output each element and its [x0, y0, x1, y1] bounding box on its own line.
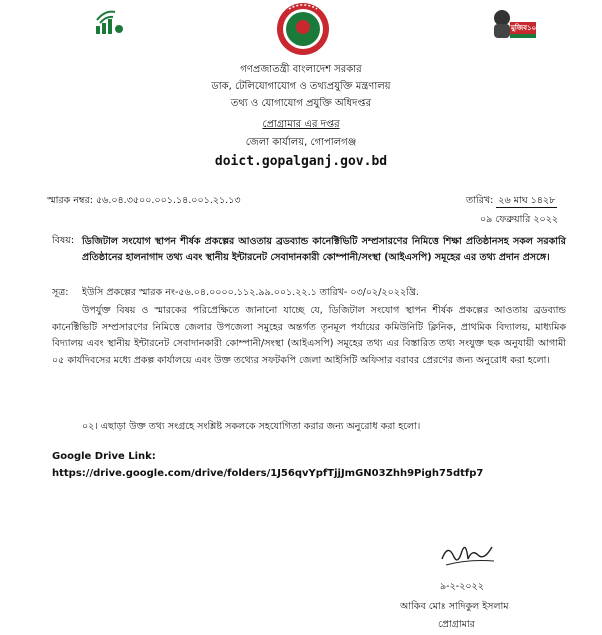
government-emblem-icon	[276, 1, 330, 57]
date-label: তারিখ:	[466, 195, 494, 206]
date-bangla: ২৬ মাঘ ১৪২৮	[498, 195, 556, 206]
reference-label: স্মারক নম্বর:	[47, 195, 93, 206]
reference-line	[47, 194, 241, 207]
date-english: ০৯ ফেব্রুয়ারি ২০২২	[480, 214, 559, 225]
subject-text: ডিজিটাল সংযোগ স্থাপন শীর্ষক প্রকল্পের আওতায় ব্রডব্যান্ড কানেক্টিভিটি সম্প্রসারণের নিমিত্তে শিক্ষা প্রতিষ্ঠানসহ সকল সরকারি প্রতিষ্ঠানের হালনাগাদ তথ্য এবং স্থানীয় ইন্টারনেট সেবাদানকারী কোম্পানী/সংস্থা (আইএসপি) সমূহের এর তথ্য প্রদান প্রসঙ্গে।	[82, 236, 566, 263]
reference-number: ৫৬.০৪.৩৫০০.০০১.১৪.০০১.২১.১৩	[95, 195, 241, 206]
drive-label: Google Drive Link:	[52, 451, 156, 462]
website-link[interactable]: doict.gopalganj.gov.bd	[214, 154, 388, 169]
mujib100-logo-icon	[488, 6, 541, 42]
source-label: সূত্র:	[52, 287, 69, 298]
header-line-5: জেলা কার্যালয়, গোপালগঞ্জ	[245, 137, 357, 148]
header-line-3: তথ্য ও যোগাযোগ প্রযুক্তি অধিদপ্তর	[230, 98, 372, 109]
header-line-1: গণপ্রজাতন্ত্রী বাংলাদেশ সরকার	[240, 64, 362, 75]
signature-icon	[438, 537, 498, 571]
body-paragraph-2: ০২। এছাড়া উক্ত তথ্য সংগ্রহে সংশ্লিষ্ট সকলকে সহযোগিতা করার জন্য অনুরোধ করা হলো।	[82, 421, 421, 432]
subject-label: বিষয়:	[52, 235, 75, 246]
doict-logo-icon	[94, 6, 124, 34]
body-paragraph-1: উপর্যুক্ত বিষয় ও স্মারকের পরিপ্রেক্ষিতে জানানো যাচ্ছে যে, ডিজিটাল সংযোগ স্থাপন শীর্ষক প্রকল্পের আওতায় ব্রডব্যান্ড কানেক্টিভিটি সম্প্রসারণের নিমিত্তে জেলার উপজেলা সমুহের অন্তর্গত তৃনমূল পর্যায়ের কমিউনিটি ক্লিনিক, প্রাথমিক বিদ্যালয়, মাধ্যমিক বিদ্যালয় এবং স্থানীয় ইন্টারনেট সেবাদানকারী কোম্পানী/সংস্থা (আইএসপি) সমূহের তথ্য এর বিস্তারিত তথ্য সংযুক্ত ছক অনুযায়ী আগামী ০৫ কার্যদিবসের মধ্যে প্রকল্প কার্যালয়ে এবং উক্ত তথ্যের সফটকপি জেলা আইসিটি অফিসার বরাবর প্রেরণের জন্য অনুরোধ করা হলো।	[52, 305, 566, 366]
date-line	[466, 194, 557, 208]
mujib100-logo-text: মুজিব১০০	[511, 24, 541, 32]
header-line-4: প্রোগ্রামার এর দপ্তর	[262, 119, 340, 130]
source-text: ইউসি প্রকল্পের স্মারক নং-৫৬.০৪.০০০০.১১২.৯৯.০০১.২২.১ তারিখ- ০৩/০২/২০২২খ্রি.	[82, 287, 419, 298]
signatory-title: প্রোগ্রামার	[438, 619, 475, 630]
signature-date: ৯-২-২০২২	[440, 581, 484, 592]
signatory-name: আকিব মোঃ সাদিকুল ইসলাম	[400, 601, 509, 612]
header-line-2: ডাক, টেলিযোগাযোগ ও তথ্যপ্রযুক্তি মন্ত্রণালয়	[211, 81, 391, 92]
drive-url-link[interactable]: https://drive.google.com/drive/folders/1J56qvYpfTjjJmGN03Zhh9Pigh75dtfp7	[52, 468, 484, 479]
